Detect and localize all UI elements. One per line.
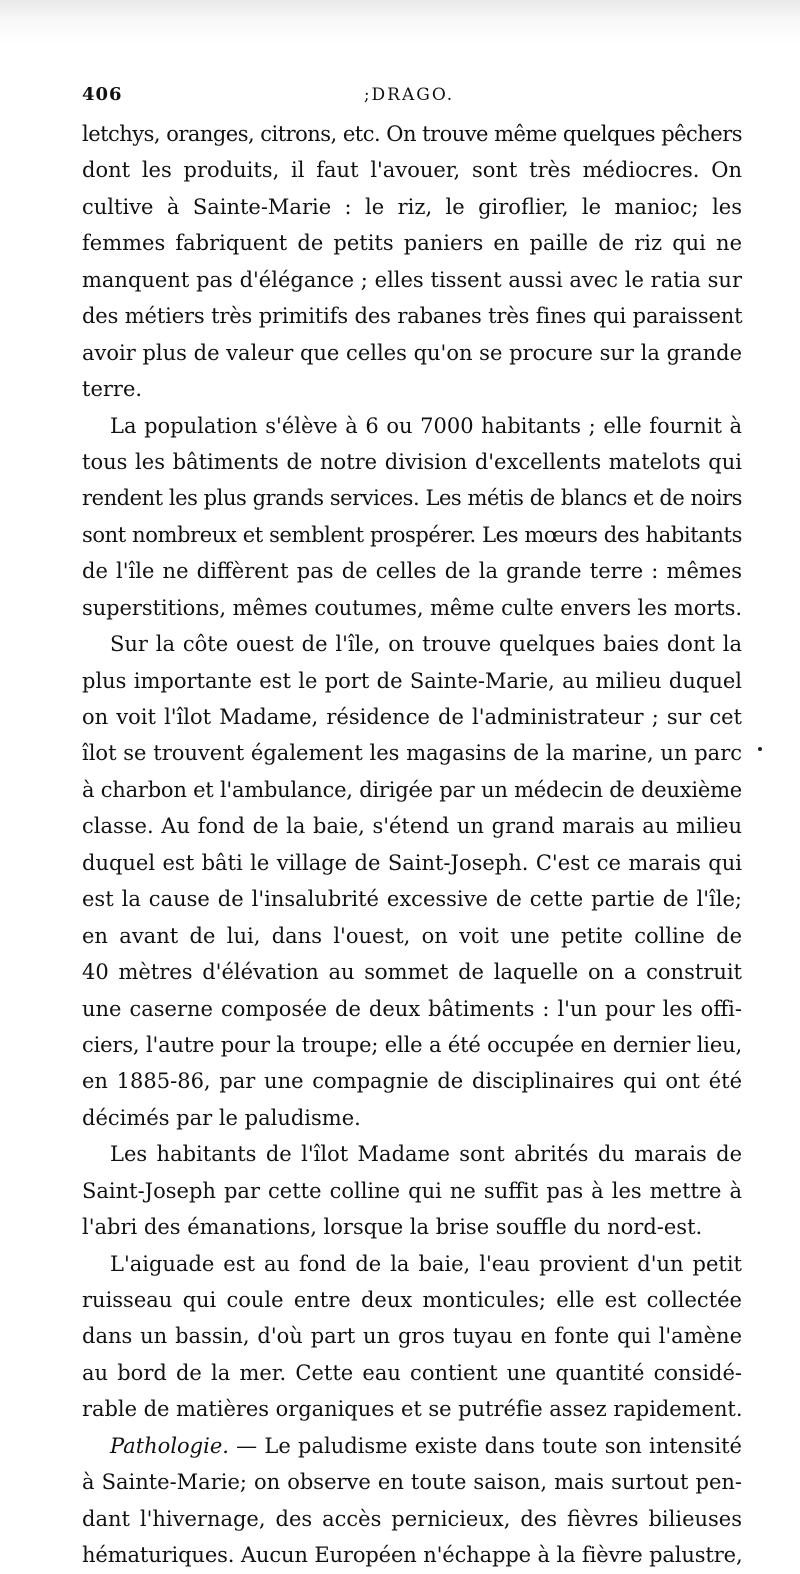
text-line: superstitions, mêmes coutumes, même culte envers les morts.: [82, 595, 742, 620]
text-line: à charbon et l'ambulance, dirigée par un médecin de deuxième: [82, 777, 743, 802]
text-line: sont nombreux et semblent prospérer. Les mœurs des habitants: [82, 522, 743, 547]
text-line: dant l'hivernage, des accès pernicieux, des fièvres bilieuses: [82, 1506, 742, 1531]
text-line: Saint-Joseph par cette colline qui ne suffit pas à les mettre à: [82, 1178, 742, 1203]
text-line: en 1885-86, par une compagnie de disciplinaires qui ont été: [82, 1069, 742, 1094]
text-line: duquel est bâti le village de Saint-Joseph. C'est ce marais qui: [82, 850, 742, 875]
section-text: — Le paludisme existe dans toute son intensité: [228, 1433, 742, 1458]
text-line-pathologie: [82, 1428, 742, 1464]
text-line: tous les bâtiments de notre division d'excellents matelots qui: [82, 449, 742, 474]
text-line: une caserne composée de deux bâtiments : l'un pour les offi-: [82, 996, 742, 1021]
running-title: ;DRAGO.: [363, 85, 455, 105]
text-line: ciers, l'autre pour la troupe; elle a été occupée en dernier lieu,: [82, 1032, 742, 1057]
text-line: classe. Au fond de la baie, s'étend un grand marais au milieu: [82, 814, 742, 839]
text-line: cultive à Sainte-Marie : le riz, le giroflier, le manioc; les: [82, 194, 742, 219]
text-line: au bord de la mer. Cette eau contient une quantité considé-: [82, 1360, 742, 1385]
text-line: décimés par le paludisme.: [82, 1105, 361, 1130]
text-line: letchys, oranges, citrons, etc. On trouve même quelques pêchers: [82, 122, 742, 146]
text-line: à Sainte-Marie; on observe en toute saison, mais surtout pen-: [82, 1470, 742, 1495]
text-line: ruisseau qui coule entre deux monticules; elle est collectée: [82, 1288, 742, 1312]
text-line: dont les produits, il faut l'avouer, sont très médiocres. On: [82, 158, 742, 183]
body-text: [82, 116, 742, 1574]
text-line: est la cause de l'insalubrité excessive de cette partie de l'île;: [82, 887, 742, 912]
text-line: Les habitants de l'îlot Madame sont abrités du marais de: [110, 1142, 742, 1167]
text-line: îlot se trouvent également les magasins de la marine, un parc: [82, 741, 742, 766]
text-line: en avant de lui, dans l'ouest, on voit une petite colline de: [82, 923, 742, 948]
text-line: L'aiguade est au fond de la baie, l'eau provient d'un petit: [110, 1251, 742, 1276]
text-line: Sur la côte ouest de l'île, on trouve quelques baies dont la: [110, 632, 742, 657]
text-line: de l'île ne diffèrent pas de celles de la grande terre : mêmes: [82, 559, 742, 584]
text-line: 40 mètres d'élévation au sommet de laquelle on a construit: [82, 960, 742, 985]
page-number: 406: [82, 84, 123, 105]
text-line: plus importante est le port de Sainte-Marie, au milieu duquel: [82, 668, 742, 693]
margin-mark: [758, 747, 762, 751]
page-header: [82, 84, 736, 108]
text-line: terre.: [82, 377, 143, 402]
section-heading-pathologie: Pathologie.: [110, 1433, 229, 1458]
text-line: rable de matières organiques et se putréfie assez rapidement.: [82, 1397, 743, 1422]
text-line: La population s'élève à 6 ou 7000 habitants ; elle fournit à: [110, 413, 742, 438]
text-line: l'abri des émanations, lorsque la brise souffle du nord-est.: [82, 1215, 703, 1240]
text-line: hématuriques. Aucun Européen n'échappe à la fièvre palustre,: [82, 1543, 743, 1568]
text-line: rendent les plus grands services. Les métis de blancs et de noirs: [82, 486, 743, 511]
text-line: des métiers très primitifs des rabanes très fines qui paraissent: [82, 304, 743, 329]
text-line: on voit l'îlot Madame, résidence de l'administrateur ; sur cet: [82, 705, 742, 729]
text-line: manquent pas d'élégance ; elles tissent aussi avec le ratia sur: [82, 267, 742, 292]
text-line: avoir plus de valeur que celles qu'on se procure sur la grande: [82, 340, 742, 365]
text-line: dans un bassin, d'où part un gros tuyau en fonte qui l'amène: [82, 1324, 742, 1349]
text-line: femmes fabriquent de petits paniers en paille de riz qui ne: [82, 231, 742, 256]
